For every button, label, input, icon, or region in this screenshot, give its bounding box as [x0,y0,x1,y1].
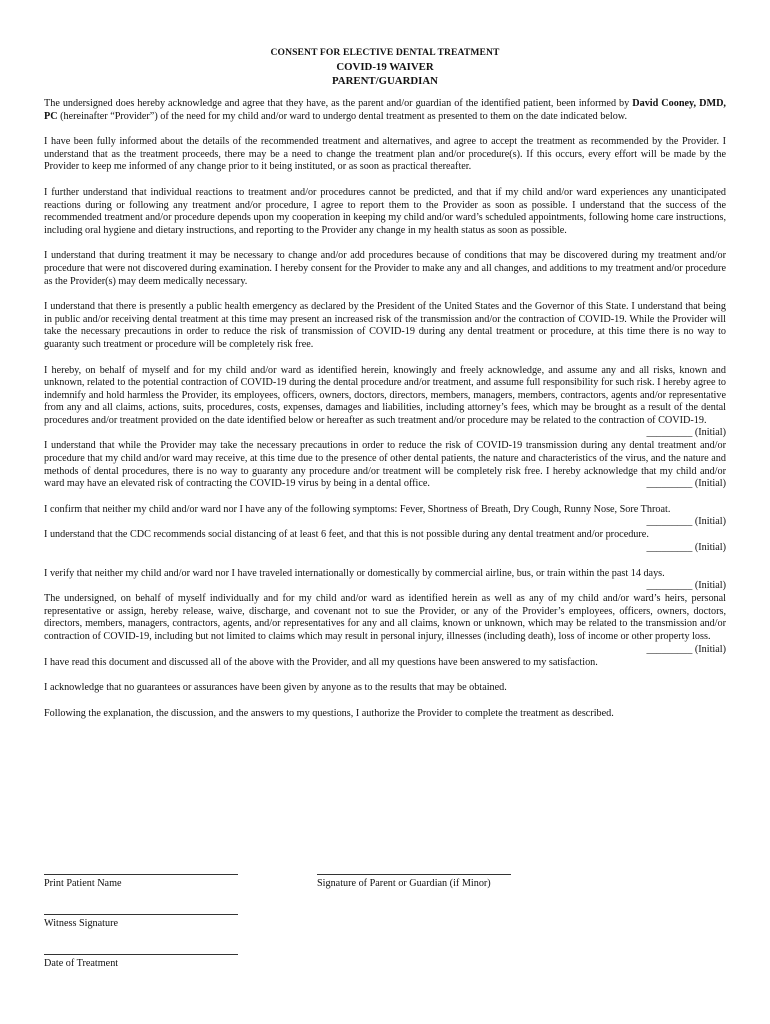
treatment-date-line[interactable] [44,954,238,955]
initialed-paragraph [44,440,726,490]
initialed-paragraph-text: I understand that while the Provider may take the necessary precautions in order to reduce the risk of COVID-19 transmission during any dental treatment and/or procedure that my child and/or ward may receive, at this time due to the presence of other dental patients, the nature and characteristics of the virus, and the nature and methods of dental procedures, there is no way to guaranty any procedure and/or treatment will be completely risk free. I hereby acknowledge that my child and/or ward may have an elevated risk of contracting the COVID-19 virus by being in a dental office. [44,440,726,490]
initialed-paragraph-text: I hereby, on behalf of myself and for my child and/or ward as identified herein, knowingly and freely acknowledge, and assume any and all risks, known and unknown, related to the potential contraction of COVID-19 during the dental procedure and/or treatment, and assume full responsibility for such risk. I hereby agree to indemnify and hold harmless the Provider, its employees, officers, owners, doctors, directors, members, managers, members, contractors, agents and/or representative from any and all claims, actions, suits, procedures, costs, expenses, damages and liabilities, including attorney’s fees, which may be brought as a result of the dental procedures and/or treatment provided on the date identified below or hereafter as such treatment and/or procedure may be related to the contraction of COVID-19. [44,364,726,426]
closing-paragraph: I have read this document and discussed all of the above with the Provider, and all my questions have been answered to my satisfaction. [44,656,598,668]
closing-paragraph: I acknowledge that no guarantees or assurances have been given by anyone as to the results that may be obtained. [44,682,507,694]
initialed-paragraph-text: I verify that neither my child and/or ward nor I have traveled internationally or domestically by commercial airline, bus, or train within the past 14 days. [44,567,665,579]
intro-paragraph [44,98,726,123]
initialed-paragraph [44,567,726,592]
document-subtitle-waiver: COVID-19 WAIVER [336,61,434,73]
consent-paragraph: I understand that there is presently a public health emergency as declared by the President of the United States and the Governor of this State. I understand that being in public and/or receiving dental treatment at this time may present an increased risk of the transmission and/or the contraction of COVID-19. While the Provider will take the necessary precautions in order to reduce the risk of transmission of COVID-19 during any dental treatment or procedure, at this time there is no way to guaranty such treatment or procedure will be completely risk free. [44,301,726,350]
initial-field[interactable]: _________ (Initial) [646,580,726,592]
document-header [44,46,726,88]
patient-name-line[interactable] [44,874,238,875]
consent-paragraph: I further understand that individual reactions to treatment and/or procedures cannot be predicted, and that if my child and/or ward experiences any unanticipated reactions during or following any treatment and/or procedure, I agree to report them to the Provider as soon as possible. I understand that the success of the recommended treatment and/or procedure depends upon my cooperation in keeping my child and/or ward’s scheduled appointments, following home care instructions, including oral hygiene and dietary instructions, and reporting to the Provider any change in my health status as soon as possible. [44,186,726,236]
consent-paragraph: I understand that during treatment it may be necessary to change and/or add procedures because of conditions that may be discovered during my treatment and/or procedure that were not discovered during examination. I hereby consent for the Provider to make any and all changes, and additions to my treatment and/or procedure as the Provider(s) may deem medically necessary. [44,250,726,287]
initialed-paragraph-text: I confirm that neither my child and/or ward nor I have any of the following symptoms: Fever, Shortness of Breath, Dry Cough, Runny Nose, Sore Throat. [44,503,671,515]
initialed-paragraph-text: I understand that the CDC recommends social distancing of at least 6 feet, and that this is not possible during any dental treatment and/or procedure. [44,529,649,541]
intro-text-post: (hereinafter “Provider”) of the need for my child and/or ward to undergo dental treatment as presented to them on the date indicated below. [57,110,628,122]
initialed-paragraph [44,529,726,554]
guardian-signature-block [317,874,511,890]
patient-name-label: Print Patient Name [44,878,122,889]
witness-signature-line[interactable] [44,914,238,915]
document-subtitle-guardian: PARENT/GUARDIAN [332,75,438,87]
provider-name: David Cooney, DMD, PC [44,98,726,122]
consent-paragraph: I have been fully informed about the details of the recommended treatment and alternatives, and agree to accept the treatment as recommended by the Provider. I understand that as the treatment proceeds, there may be a need to change the treatment plan and/or procedure(s). If this occurs, every effort will be made by the Provider to keep me informed of any change prior to it being instituted, or as soon as practical thereafter. [44,136,726,173]
treatment-date-label: Date of Treatment [44,958,119,969]
closing-paragraph: Following the explanation, the discussion, and the answers to my questions, I authorize the Provider to complete the treatment as described. [44,707,614,719]
guardian-signature-line[interactable] [317,874,511,875]
initial-field[interactable]: _________ (Initial) [646,478,726,490]
initial-field[interactable]: _________ (Initial) [646,643,726,655]
initial-field[interactable]: _________ (Initial) [646,542,726,554]
witness-signature-label: Witness Signature [44,918,119,929]
initialed-paragraph [44,593,726,655]
initial-field[interactable]: _________ (Initial) [646,516,726,528]
initial-field[interactable]: _________ (Initial) [646,427,726,439]
guardian-signature-label: Signature of Parent or Guardian (if Minor) [317,878,491,889]
initialed-paragraph [44,364,726,439]
patient-name-block [44,874,238,890]
initialed-paragraph [44,503,726,528]
document-title: CONSENT FOR ELECTIVE DENTAL TREATMENT [270,47,500,58]
treatment-date-block [44,954,238,970]
document-body [44,46,726,733]
initialed-paragraph-text: The undersigned, on behalf of myself individually and for my child and/or ward as identified herein as well as any of my child and/or ward’s heirs, personal representative or assign, hereby release, waive, discharge, and covenant not to sue the Provider, or any of the Provider’s employees, officers, owners, doctors, directors, members, managers, contractors, agents, and/or representatives for any and all claims, known or unknown, which may be related to the transmission and/or contraction of COVID-19, including but not limited to claims which may result in personal injury, illnesses (including death), loss of income or other property loss. [44,593,726,642]
intro-text-pre: The undersigned does hereby acknowledge and agree that they have, as the parent and/or guardian of the identified patient, been informed by [44,98,633,109]
witness-signature-block [44,914,238,930]
